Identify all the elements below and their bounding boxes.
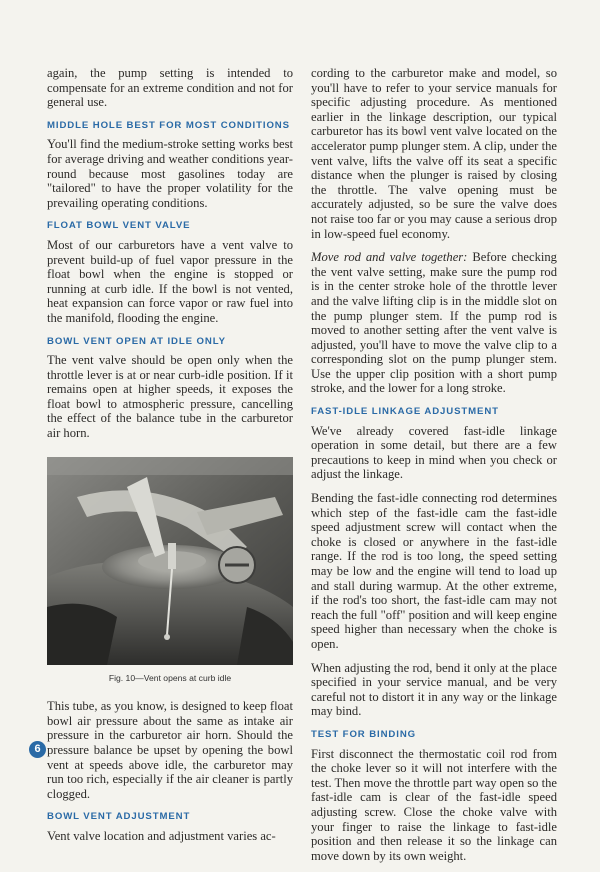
heading-bowl-vent-adjustment: BOWL VENT ADJUSTMENT [47, 811, 191, 823]
paragraph-continued: cording to the carburetor make and model, so you'll have to refer to your service manuals for specific adjusting procedure. As mentioned earlier in the linkage description, our typical carburetor has its bowl vent valve located on the accelerator pump plunger stem. A clip, under the vent valve, lifts the valve off its seat a specific distance when the plunger is raised by closing the throttle. The valve opening must be accurately adjusted, so be sure the valve does not raise too far or you may cause a serious drop in low-speed fuel economy. [311, 66, 557, 241]
paragraph-this-tube: This tube, as you know, is designed to keep float bowl air pressure about the same as intake air pressure in the carburetor air horn. Should the pressure balance be upset by opening the bowl vent at speeds above idle, the carburetor may run too rich, especially if the air cleaner is partly clogged. [47, 699, 293, 801]
heading-middle-hole: MIDDLE HOLE BEST FOR MOST CONDITIONS [47, 119, 290, 131]
paragraph-bowl-vent-adjustment: Vent valve location and adjustment varies ac- [47, 829, 276, 843]
page-number-badge: 6 [29, 741, 46, 758]
move-rod-lead-in: Move rod and valve together: [311, 250, 468, 265]
figure-caption: Fig. 10—Vent opens at curb idle [108, 672, 232, 683]
heading-test-binding: TEST FOR BINDING [311, 728, 417, 740]
paragraph-fast-idle-1: We've already covered fast-idle linkage operation in some detail, but there are a few precautions to keep in mind when you check or adjust the linkage. [311, 423, 557, 482]
paragraph-fast-idle-2: Bending the fast-idle connecting rod determines which step of the fast-idle cam the fast-idle speed adjustment screw will contact when the choke is closed or anywhere in the fast-idle range. If the rod is too long, the speed setting may be low and the engine will tend to load up and stall during warmup. At the other extreme, if the rod's too short, the fast-idle cam may not reach the full "off" position and will keep engine speed higher than necessary when the choke is open. [311, 491, 557, 651]
paragraph-float-bowl: Most of our carburetors have a vent valve to prevent build-up of fuel vapor pressure in the float bowl when the engine is stopped or running at curb idle. If the bowl is not vented, heat expansion can force vapor or raw fuel into the manifold, flooding the engine. [47, 237, 293, 325]
paragraph-middle-hole: You'll find the medium-stroke setting works best for average driving and weather conditions year-round because most gasolines today are "tailored" to have the proper volatility for the prevailing operating conditions. [47, 137, 293, 210]
carburetor-photo-illustration [47, 457, 293, 665]
paragraph-intro: again, the pump setting is intended to compensate for an extreme condition and not for general use. [47, 66, 293, 110]
move-rod-body: Before checking the vent valve setting, make sure the pump rod is in the center stroke hole of the throttle lever and the valve lifting clip is in the middle slot on the pump plunger stem. If the pump rod is moved to another setting after the vent valve is adjusted, you'll have to move the valve clip to a corresponding slot on the pump plunger stem. Use the upper clip position with a short pump stroke, and the lower for a long stroke. [311, 250, 557, 396]
paragraph-bowl-vent-idle: The vent valve should be open only when the throttle lever is at or near curb-idle position. If it remains open at higher speeds, it exposes the float bowl to atmospheric pressure, cancelling the effect of the balance tube in the carburetor air horn. [47, 353, 293, 441]
paragraph-move-rod [311, 250, 557, 396]
right-column [311, 66, 557, 872]
paragraph-fast-idle-3: When adjusting the rod, bend it only at the place specified in your service manual, and be very careful not to distort it in any way or the linkage may bind. [311, 660, 557, 719]
heading-float-bowl: FLOAT BOWL VENT VALVE [47, 220, 191, 232]
paragraph-test-binding: First disconnect the thermostatic coil rod from the choke lever so it will not interfere with the test. Then move the throttle part way open so the fast-idle cam is clear of the fast-idle speed adjusting screw. Close the choke valve with your finger to raise the linkage to fast-idle position and then release it so the linkage can move down by its own weight. [311, 746, 557, 863]
left-column [47, 66, 293, 853]
figure-vent-valve-photo [47, 457, 293, 665]
heading-bowl-vent-idle: BOWL VENT OPEN AT IDLE ONLY [47, 335, 226, 347]
heading-fast-idle: FAST-IDLE LINKAGE ADJUSTMENT [311, 406, 499, 418]
